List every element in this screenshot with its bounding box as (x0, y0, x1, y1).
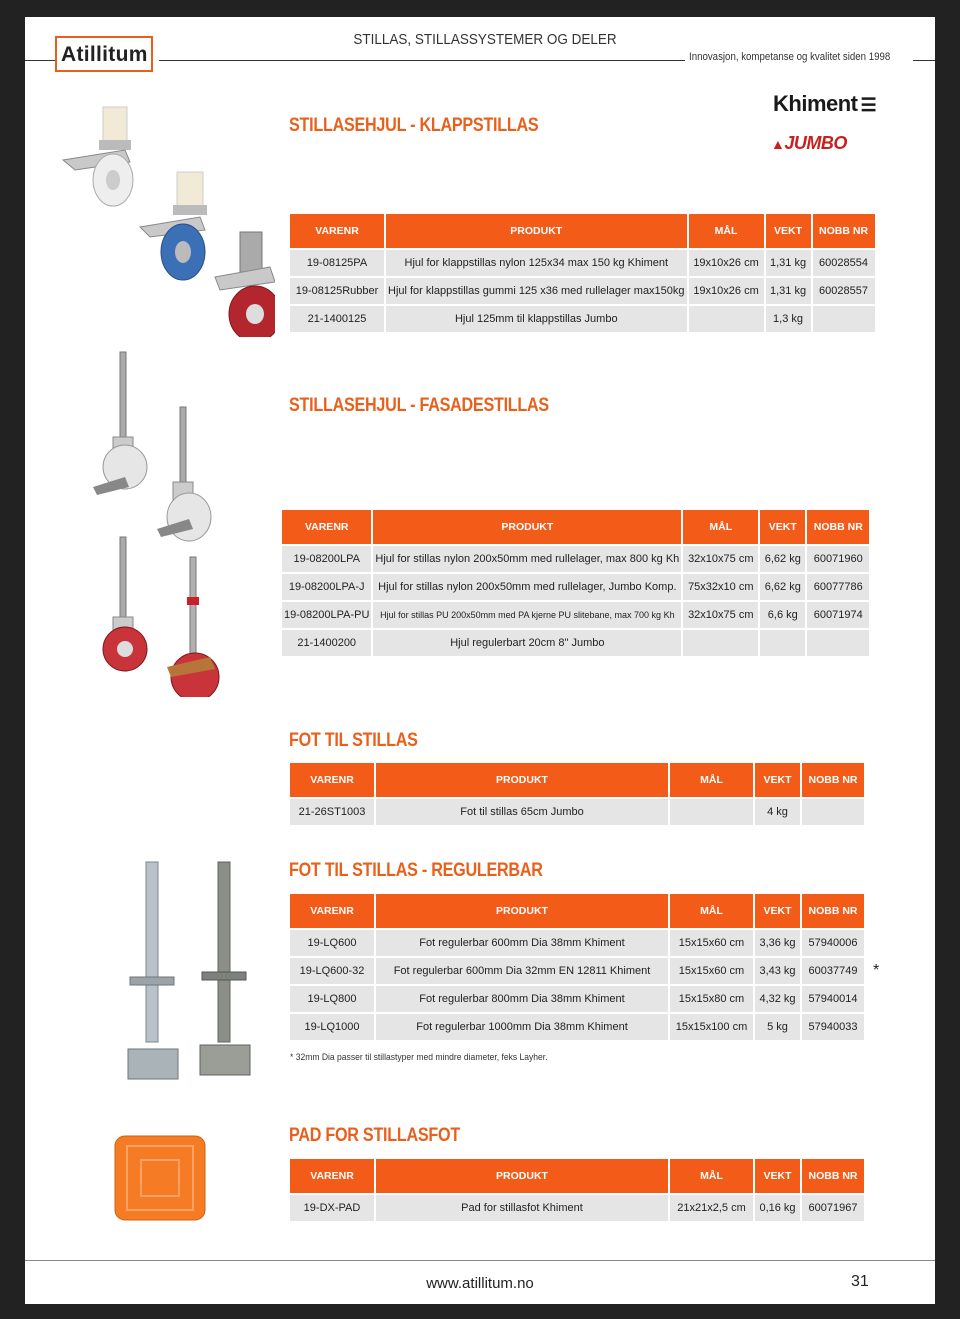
col-varenr: VARENR (290, 894, 374, 930)
cell-produkt: Hjul for stillas PU 200x50mm med PA kjerne PU slitebane, max 700 kg Kh (373, 602, 681, 630)
cell-varenr: 19-08200LPA-J (282, 574, 371, 602)
stillasfot-pad-image (111, 1132, 209, 1224)
website-link[interactable]: www.atillitum.no (426, 1275, 534, 1292)
col-produkt: PRODUKT (386, 214, 687, 250)
cell-nobb (807, 630, 869, 658)
section-title-fot-til-stillas: FOT TIL STILLAS (289, 730, 418, 751)
table-row (290, 799, 864, 827)
col-produkt: PRODUKT (376, 1159, 668, 1195)
cell-mal: 15x15x100 cm (670, 1014, 753, 1042)
footer-rule (25, 1260, 935, 1261)
fasadestillas-wheels-image (85, 347, 245, 697)
cell-vekt: 3,36 kg (755, 930, 800, 958)
col-nobb: NOBB NR (802, 1159, 864, 1195)
footnote-marker: * (873, 962, 880, 979)
header-rule-middle (159, 60, 685, 61)
klappstillas-wheels-image (55, 102, 275, 337)
cell-mal (689, 306, 764, 334)
cell-vekt: 3,43 kg (755, 958, 800, 986)
footnote: * 32mm Dia passer til stillastyper med mindre diameter, feks Layher. (290, 1052, 548, 1063)
cell-mal: 32x10x75 cm (683, 546, 758, 574)
jumbo-logo: ▲JUMBO (771, 133, 847, 153)
cell-produkt: Hjul for stillas nylon 200x50mm med rullelager, Jumbo Komp. (373, 574, 681, 602)
cell-mal: 15x15x60 cm (670, 930, 753, 958)
table-row (290, 278, 875, 306)
table-row (282, 630, 869, 658)
col-nobb: NOBB NR (802, 763, 864, 799)
cell-nobb: 60028557 (813, 278, 875, 306)
cell-mal (670, 799, 753, 827)
cell-vekt: 4 kg (755, 799, 800, 827)
header-rule-right (913, 60, 935, 61)
cell-nobb: 57940014 (802, 986, 864, 1014)
catalog-title: STILLAS, STILLASSYSTEMER OG DELER (353, 31, 617, 48)
cell-mal: 19x10x26 cm (689, 278, 764, 306)
cell-produkt: Fot regulerbar 600mm Dia 38mm Khiment (376, 930, 668, 958)
cell-produkt: Hjul regulerbart 20cm 8" Jumbo (373, 630, 681, 658)
cell-varenr: 19-08200LPA (282, 546, 371, 574)
cell-produkt: Fot til stillas 65cm Jumbo (376, 799, 668, 827)
section-title-pad: PAD FOR STILLASFOT (289, 1125, 460, 1146)
table-row (290, 250, 875, 278)
cell-mal: 15x15x80 cm (670, 986, 753, 1014)
col-nobb: NOBB NR (802, 894, 864, 930)
table-fot-regulerbar (288, 894, 866, 1042)
page-number: 31 (851, 1273, 869, 1290)
col-produkt: PRODUKT (373, 510, 681, 546)
cell-nobb: 60028554 (813, 250, 875, 278)
cell-mal: 32x10x75 cm (683, 602, 758, 630)
cell-nobb: 60071960 (807, 546, 869, 574)
cell-mal: 19x10x26 cm (689, 250, 764, 278)
cell-nobb: 57940033 (802, 1014, 864, 1042)
atillitum-logo: Atillitum (55, 36, 153, 72)
cell-varenr: 19-08125PA (290, 250, 384, 278)
cell-produkt: Fot regulerbar 800mm Dia 38mm Khiment (376, 986, 668, 1014)
table-row (290, 930, 864, 958)
cell-produkt: Fot regulerbar 1000mm Dia 38mm Khiment (376, 1014, 668, 1042)
cell-nobb (813, 306, 875, 334)
table-row (290, 306, 875, 334)
section-title-fasadestillas: STILLASEHJUL - FASADESTILLAS (289, 395, 549, 416)
table-row (290, 1195, 864, 1223)
cell-vekt (760, 630, 805, 658)
cell-nobb: 60071974 (807, 602, 869, 630)
cell-vekt: 1,31 kg (766, 278, 811, 306)
cell-mal: 21x21x2,5 cm (670, 1195, 753, 1223)
cell-varenr: 19-LQ600-32 (290, 958, 374, 986)
cell-nobb: 60071967 (802, 1195, 864, 1223)
col-varenr: VARENR (282, 510, 371, 546)
cell-varenr: 19-08200LPA-PU (282, 602, 371, 630)
cell-produkt: Hjul 125mm til klappstillas Jumbo (386, 306, 687, 334)
col-mal: MÅL (670, 894, 753, 930)
cell-produkt: Hjul for klappstillas gummi 125 x36 med rullelager max150kg (386, 278, 687, 306)
cell-nobb: 60077786 (807, 574, 869, 602)
table-row (290, 986, 864, 1014)
col-varenr: VARENR (290, 1159, 374, 1195)
header-rule-left (25, 60, 55, 61)
col-vekt: VEKT (755, 1159, 800, 1195)
cell-nobb: 57940006 (802, 930, 864, 958)
col-mal: MÅL (689, 214, 764, 250)
col-vekt: VEKT (766, 214, 811, 250)
cell-mal (683, 630, 758, 658)
cell-varenr: 19-LQ1000 (290, 1014, 374, 1042)
table-row (290, 1014, 864, 1042)
cell-vekt: 5 kg (755, 1014, 800, 1042)
col-vekt: VEKT (755, 894, 800, 930)
col-nobb: NOBB NR (807, 510, 869, 546)
table-fot-til-stillas (288, 763, 866, 827)
cell-varenr: 19-LQ600 (290, 930, 374, 958)
table-klappstillas (288, 214, 877, 334)
col-produkt: PRODUKT (376, 763, 668, 799)
cell-produkt: Pad for stillasfot Khiment (376, 1195, 668, 1223)
cell-varenr: 19-DX-PAD (290, 1195, 374, 1223)
cell-mal: 15x15x60 cm (670, 958, 753, 986)
col-varenr: VARENR (290, 214, 384, 250)
table-row (282, 546, 869, 574)
cell-produkt: Hjul for stillas nylon 200x50mm med rullelager, max 800 kg Kh (373, 546, 681, 574)
section-title-fot-regulerbar: FOT TIL STILLAS - REGULERBAR (289, 860, 543, 881)
cell-varenr: 19-LQ800 (290, 986, 374, 1014)
khiment-logo: Khiment ☰ (773, 91, 877, 116)
col-produkt: PRODUKT (376, 894, 668, 930)
catalog-page (25, 17, 935, 1304)
table-row (282, 602, 869, 630)
cell-vekt: 1,3 kg (766, 306, 811, 334)
cell-vekt: 1,31 kg (766, 250, 811, 278)
col-mal: MÅL (670, 1159, 753, 1195)
cell-produkt: Hjul for klappstillas nylon 125x34 max 150 kg Khiment (386, 250, 687, 278)
cell-produkt: Fot regulerbar 600mm Dia 32mm EN 12811 Khiment (376, 958, 668, 986)
col-varenr: VARENR (290, 763, 374, 799)
col-vekt: VEKT (755, 763, 800, 799)
cell-vekt: 0,16 kg (755, 1195, 800, 1223)
cell-varenr: 21-1400200 (282, 630, 371, 658)
table-row (282, 574, 869, 602)
cell-nobb: 60037749 (802, 958, 864, 986)
cell-varenr: 21-1400125 (290, 306, 384, 334)
base-jack-image (120, 857, 270, 1092)
col-mal: MÅL (683, 510, 758, 546)
cell-mal: 75x32x10 cm (683, 574, 758, 602)
cell-vekt: 4,32 kg (755, 986, 800, 1014)
cell-vekt: 6,62 kg (760, 546, 805, 574)
cell-varenr: 19-08125Rubber (290, 278, 384, 306)
tagline: Innovasjon, kompetanse og kvalitet siden 1998 (689, 51, 891, 63)
cell-vekt: 6,6 kg (760, 602, 805, 630)
cell-vekt: 6,62 kg (760, 574, 805, 602)
cell-varenr: 21-26ST1003 (290, 799, 374, 827)
col-mal: MÅL (670, 763, 753, 799)
cell-nobb (802, 799, 864, 827)
col-nobb: NOBB NR (813, 214, 875, 250)
table-fasadestillas (280, 510, 871, 658)
section-title-klappstillas: STILLASEHJUL - KLAPPSTILLAS (289, 115, 539, 136)
col-vekt: VEKT (760, 510, 805, 546)
table-pad (288, 1159, 866, 1223)
table-row (290, 958, 864, 986)
